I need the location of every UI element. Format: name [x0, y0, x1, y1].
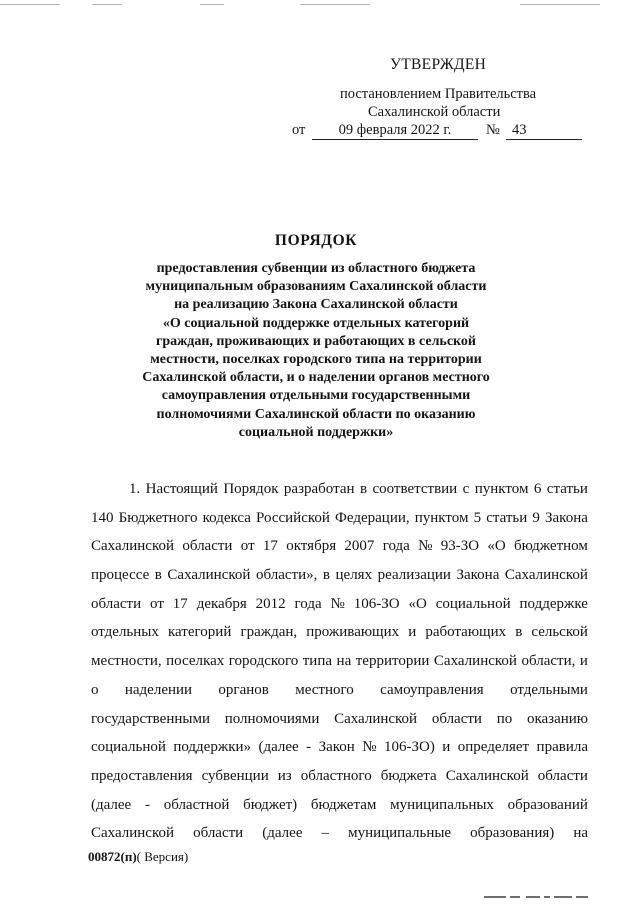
document-version: ( Версия) [136, 849, 189, 864]
body-word: Сахалинской [167, 567, 251, 584]
body-word: года [294, 595, 322, 612]
body-line [91, 480, 588, 509]
body-word: - [144, 796, 150, 813]
body-word: поселках [166, 653, 225, 670]
heading-subtitle [90, 260, 542, 442]
body-word: проживающих [306, 624, 400, 641]
body-word: декабря [196, 595, 247, 612]
body-word: наделении [124, 681, 193, 698]
body-word: самоуправления [380, 681, 484, 698]
body-word: в [154, 567, 162, 584]
heading-line: Сахалинской области, и о наделении органов местного [142, 370, 490, 386]
body-word: целях [335, 567, 373, 584]
body-word: Федерации, [335, 509, 410, 526]
body-word: 106-ЗО [353, 595, 400, 612]
body-line [91, 537, 588, 566]
body-line [91, 767, 588, 796]
top-scan-marks [0, 4, 632, 8]
body-word: 6 [533, 481, 542, 497]
body-word: 1. [129, 481, 141, 497]
body-word: Порядок [223, 481, 279, 497]
body-word: правила [536, 739, 588, 756]
body-word: работающих [425, 624, 507, 641]
body-word: субвенции [201, 767, 269, 784]
body-word: на [573, 825, 588, 842]
body-word: местности, [91, 653, 162, 670]
body-word: городского [228, 653, 299, 670]
body-word: (далее [91, 796, 132, 813]
body-word: в [359, 481, 368, 497]
body-word: процессе [91, 567, 150, 584]
body-word: статьи [486, 509, 528, 526]
footer [88, 849, 188, 865]
approval-date: 09 февраля 2022 г. [312, 122, 478, 140]
body-word: в [322, 567, 330, 584]
body-word: граждан, [240, 624, 298, 641]
body-word: 2012 [255, 595, 286, 612]
body-word: 9 [532, 509, 540, 526]
body-word: года [382, 538, 410, 555]
body-word: территории [355, 653, 430, 670]
body-word: Сахалинской [445, 767, 529, 784]
body-word: местного [295, 681, 354, 698]
body-word: Сахалинской [433, 653, 517, 670]
body-line [91, 738, 588, 767]
body-word: и [579, 653, 588, 670]
body-word: «О [487, 538, 506, 555]
approval-date-row [288, 122, 588, 142]
body-word: Закона [545, 509, 588, 526]
body-word: категорий [167, 624, 232, 641]
approval-title: УТВЕРЖДЕН [390, 56, 487, 73]
body-word: муниципальных [390, 796, 494, 813]
body-word: пунктом [474, 481, 529, 497]
body-word: образования) [470, 825, 555, 842]
body-word: бюджетам [310, 796, 377, 813]
body-word: октября [286, 538, 337, 555]
body-word: оказанию [526, 710, 588, 727]
approval-line-2: Сахалинской области [368, 104, 501, 120]
body-word: в [515, 624, 523, 641]
body-word: Сахалинской [91, 538, 175, 555]
body-word: муниципальные [348, 825, 452, 842]
body-word: № [362, 739, 377, 756]
body-word: определяет [457, 739, 530, 756]
body-word: 2007 [344, 538, 375, 555]
body-word: 93-ЗО [440, 538, 480, 555]
body-word: Бюджетного [118, 509, 198, 526]
body-word: статьи [546, 481, 588, 497]
heading-title: ПОРЯДОК [274, 232, 358, 249]
body-word: сельской [531, 624, 588, 641]
body-word: бюджета [380, 767, 437, 784]
body-word: № [418, 538, 433, 555]
body-line [91, 796, 588, 825]
body-word: поддержки» [173, 739, 252, 756]
body-word: образований [507, 796, 588, 813]
body-word: и [442, 739, 451, 756]
body-word: соответствии [372, 481, 458, 497]
heading-line: граждан, проживающих и работающих в сельской [155, 333, 476, 349]
body-word: органов [218, 681, 269, 698]
body-word: от [150, 595, 164, 612]
body-word: «О [408, 595, 427, 612]
document-heading [90, 232, 542, 442]
body-word: 17 [262, 538, 278, 555]
body-word: областного [300, 767, 372, 784]
body-word: бюджет) [243, 796, 298, 813]
body-word: полномочиями [224, 710, 320, 727]
heading-line: социальной поддержки» [238, 424, 394, 440]
body-word: о [91, 681, 99, 698]
heading-line: самоуправления отдельными государственными [161, 388, 471, 404]
body-word: областной [163, 796, 230, 813]
heading-line: «О социальной поддержке отдельных категорий [162, 315, 470, 331]
body-word: Российской [256, 509, 330, 526]
body-word: Настоящий [145, 481, 218, 497]
heading-line: местности, поселках городского типа на территории [150, 352, 482, 368]
heading-line: предоставления субвенции из областного бюджета [156, 261, 476, 276]
body-word: области [193, 825, 244, 842]
body-line [91, 681, 588, 710]
body-word: бюджетном [514, 538, 588, 555]
body-word: 17 [172, 595, 188, 612]
body-word: на [336, 653, 352, 670]
body-word: предоставления [91, 767, 193, 784]
body-word: области [537, 767, 588, 784]
body-line [91, 652, 588, 681]
heading-line: на реализацию Закона Сахалинской области [174, 297, 458, 313]
body-word: поддержке [519, 595, 588, 612]
body-word: отдельных [91, 624, 159, 641]
number-label: № [486, 122, 500, 138]
body-line [91, 710, 588, 739]
body-word: Сахалинской [91, 825, 175, 842]
body-word: Закон [318, 739, 355, 756]
body-word: социальной [435, 595, 511, 612]
body-word: № [330, 595, 345, 612]
date-label: от [292, 122, 306, 138]
body-line [91, 623, 588, 652]
body-line [91, 595, 588, 624]
body-word: государственными [91, 710, 210, 727]
body-word: социальной [91, 739, 166, 756]
body-word: 140 [91, 509, 114, 526]
body-word: области», [255, 567, 318, 584]
bottom-scan-marks [484, 896, 594, 900]
body-word: (далее [262, 825, 303, 842]
body-word: кодекса [202, 509, 251, 526]
body-word: разработан [283, 481, 355, 497]
body-word: отдельными [510, 681, 588, 698]
body-line [91, 509, 588, 538]
body-word: - [306, 739, 312, 756]
body-word: от [240, 538, 255, 555]
body-word: и [408, 624, 417, 641]
body-line [91, 566, 588, 595]
body-word: области, [521, 653, 576, 670]
body-word: Сахалинской [334, 710, 418, 727]
body-word: Сахалинской [504, 567, 588, 584]
body-word: реализации [377, 567, 451, 584]
body-text [91, 480, 588, 853]
body-word: пунктом [414, 509, 469, 526]
body-word: типа [302, 653, 333, 670]
body-word: области [91, 595, 142, 612]
document-code: 00872(п) [88, 849, 137, 864]
body-word: области [182, 538, 233, 555]
approval-number: 43 [506, 122, 582, 140]
body-word: из [277, 767, 292, 784]
body-word: области [431, 710, 482, 727]
heading-line: полномочиями Сахалинской области по оказанию [156, 406, 476, 422]
heading-line: муниципальным образованиям Сахалинской области [145, 279, 487, 295]
body-word: – [321, 825, 330, 842]
body-word: 5 [473, 509, 482, 526]
body-word: по [496, 710, 513, 727]
body-word: Закона [456, 567, 500, 584]
body-word: 106-ЗО) [383, 739, 435, 756]
body-word: (далее [258, 739, 299, 756]
body-word: с [462, 481, 470, 497]
approval-line-1: постановлением Правительства [340, 86, 537, 102]
